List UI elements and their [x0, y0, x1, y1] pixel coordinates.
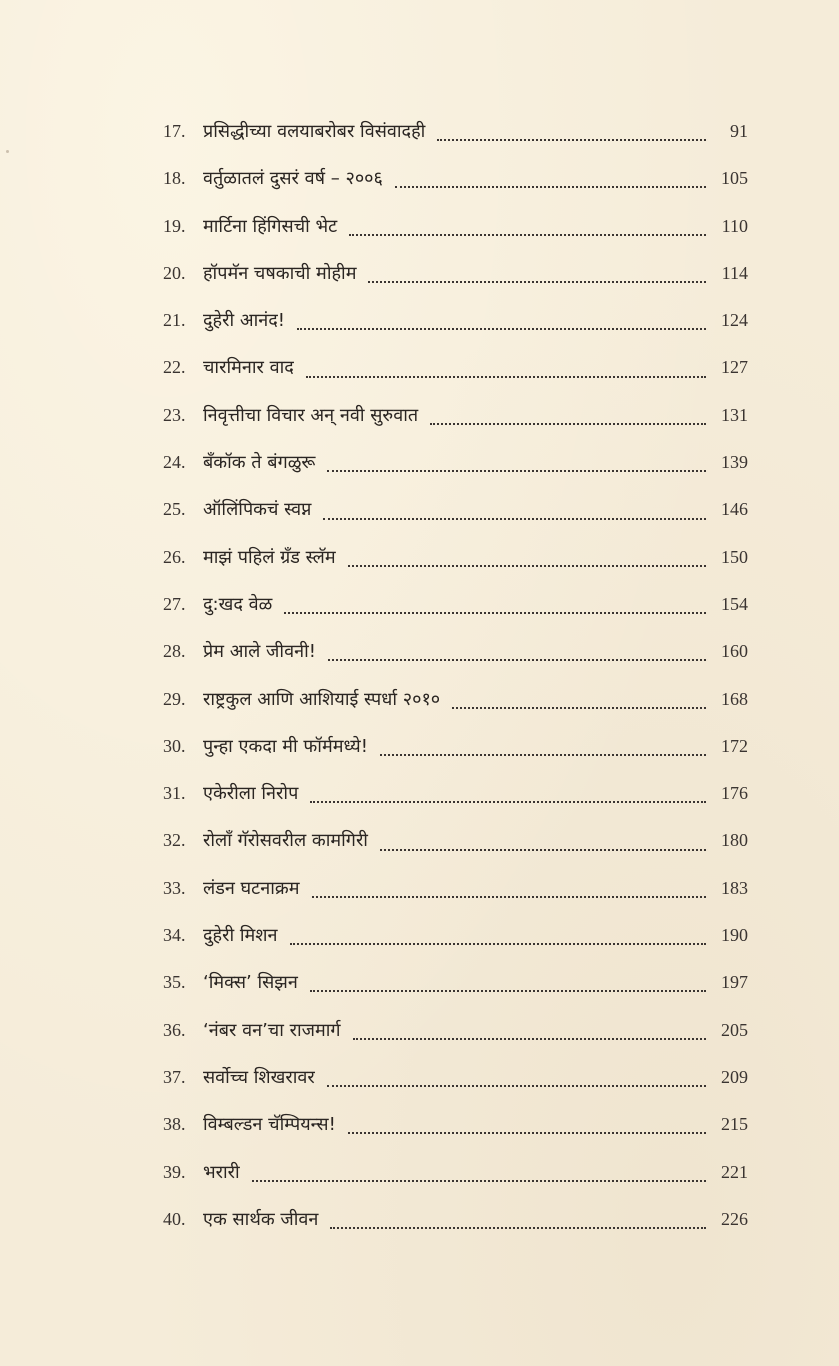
- toc-entry: [163, 297, 748, 344]
- chapter-title: रोलाँ गॅरोसवरील कामगिरी: [203, 830, 368, 852]
- page-number: 226: [721, 1208, 748, 1229]
- chapter-title: लंडन घटनाक्रम: [203, 877, 300, 899]
- chapter-title: हॉपमॅन चषकाची मोहीम: [203, 262, 357, 284]
- toc-entry: [163, 155, 748, 202]
- chapter-title: एकेरीला निरोप: [203, 783, 299, 805]
- toc-entry: [163, 534, 748, 581]
- chapter-number: 27.: [163, 593, 186, 614]
- toc-entry: [163, 108, 748, 155]
- page-number: 150: [721, 546, 748, 567]
- page-number: 168: [721, 688, 748, 709]
- page-number: 160: [721, 641, 748, 662]
- dot-leader: [437, 138, 706, 141]
- chapter-title: राष्ट्रकुल आणि आशियाई स्पर्धा २०१०: [203, 688, 441, 710]
- dot-leader: [306, 375, 706, 378]
- toc-entry: [163, 865, 748, 912]
- page-number: 91: [730, 121, 748, 141]
- chapter-number: 35.: [163, 972, 186, 993]
- chapter-number: 40.: [163, 1208, 186, 1229]
- chapter-number: 20.: [163, 262, 186, 283]
- chapter-title: भरारी: [203, 1161, 240, 1183]
- dot-leader: [452, 706, 706, 709]
- chapter-number: 24.: [163, 452, 186, 473]
- dot-leader: [290, 942, 706, 945]
- page-number: 215: [721, 1114, 748, 1135]
- page-number: 127: [721, 357, 748, 378]
- chapter-title: माझं पहिलं ग्रँड स्लॅम: [203, 546, 336, 568]
- dot-leader: [323, 517, 706, 520]
- chapter-title: वर्तुळातलं दुसरं वर्ष – २००६: [203, 168, 383, 190]
- chapter-number: 39.: [163, 1161, 186, 1182]
- toc-entry: [163, 912, 748, 959]
- chapter-number: 38.: [163, 1114, 186, 1135]
- toc-entry: [163, 628, 748, 675]
- page-number: 209: [721, 1066, 748, 1087]
- toc-entry: [163, 676, 748, 723]
- toc-entry: [163, 392, 748, 439]
- page-number: 146: [721, 499, 748, 520]
- page-number: 154: [721, 593, 748, 614]
- toc-entry: [163, 1149, 748, 1196]
- chapter-title: चारमिनार वाद: [203, 357, 294, 379]
- dot-leader: [368, 280, 706, 283]
- dot-leader: [348, 1131, 706, 1134]
- chapter-title: मार्टिना हिंगिसची भेट: [203, 215, 338, 237]
- chapter-number: 22.: [163, 357, 186, 378]
- chapter-title: प्रेम आले जीवनी!: [203, 641, 316, 663]
- page-number: 183: [721, 877, 748, 898]
- chapter-number: 21.: [163, 310, 186, 331]
- toc-entry: [163, 817, 748, 864]
- chapter-title: प्रसिद्धीच्या वलयाबरोबर विसंवादही: [203, 121, 426, 142]
- page-number: 105: [721, 168, 748, 189]
- dot-leader: [327, 469, 706, 472]
- chapter-number: 19.: [163, 215, 186, 236]
- dot-leader: [380, 753, 706, 756]
- page-number: 176: [721, 783, 748, 804]
- chapter-title: विम्बल्डन चॅम्पियन्स!: [203, 1114, 336, 1136]
- dot-leader: [353, 1037, 706, 1040]
- dot-leader: [328, 658, 706, 661]
- chapter-title: एक सार्थक जीवन: [203, 1208, 319, 1230]
- chapter-number: 25.: [163, 499, 186, 520]
- chapter-number: 30.: [163, 735, 186, 756]
- page-number: 197: [721, 972, 748, 993]
- chapter-number: 23.: [163, 404, 186, 425]
- dot-leader: [327, 1084, 706, 1087]
- chapter-number: 32.: [163, 830, 186, 851]
- chapter-number: 18.: [163, 168, 186, 189]
- chapter-title: सर्वोच्च शिखरावर: [203, 1066, 315, 1088]
- toc-entry: [163, 203, 748, 250]
- dot-leader: [330, 1226, 706, 1229]
- chapter-number: 28.: [163, 641, 186, 662]
- page-number: 139: [721, 452, 748, 473]
- chapter-title: पुन्हा एकदा मी फॉर्ममध्ये!: [203, 735, 368, 757]
- chapter-title: ऑलिंपिकचं स्वप्न: [203, 499, 312, 521]
- chapter-title: निवृत्तीचा विचार अन् नवी सुरुवात: [203, 404, 419, 426]
- chapter-number: 17.: [163, 121, 186, 141]
- table-of-contents: [163, 108, 748, 1243]
- dot-leader: [395, 185, 706, 188]
- toc-entry: [163, 344, 748, 391]
- chapter-title: दुहेरी आनंद!: [203, 310, 286, 332]
- toc-entry: [163, 250, 748, 297]
- toc-entry: [163, 486, 748, 533]
- dot-leader: [348, 564, 706, 567]
- page-number: 180: [721, 830, 748, 851]
- page-number: 221: [721, 1161, 748, 1182]
- page-number: 131: [721, 404, 748, 425]
- toc-entry: [163, 770, 748, 817]
- chapter-number: 33.: [163, 877, 186, 898]
- dot-leader: [284, 611, 706, 614]
- toc-entry: [163, 723, 748, 770]
- chapter-number: 29.: [163, 688, 186, 709]
- page-number: 205: [721, 1019, 748, 1040]
- chapter-number: 26.: [163, 546, 186, 567]
- page-number: 114: [721, 262, 748, 283]
- chapter-number: 31.: [163, 783, 186, 804]
- dot-leader: [310, 800, 706, 803]
- dot-leader: [312, 895, 707, 898]
- chapter-title: ‘मिक्स’ सिझन: [203, 972, 298, 994]
- page-number: 172: [721, 735, 748, 756]
- dot-leader: [252, 1179, 706, 1182]
- chapter-number: 34.: [163, 925, 186, 946]
- chapter-title: दुहेरी मिशन: [203, 925, 278, 947]
- toc-entry: [163, 581, 748, 628]
- toc-entry: [163, 1007, 748, 1054]
- chapter-title: बँकॉक ते बंगळुरू: [203, 452, 316, 474]
- paper-speck: [6, 150, 9, 153]
- dot-leader: [297, 327, 706, 330]
- chapter-number: 37.: [163, 1066, 186, 1087]
- page-number: 124: [721, 310, 748, 331]
- chapter-number: 36.: [163, 1019, 186, 1040]
- dot-leader: [380, 848, 706, 851]
- dot-leader: [310, 989, 706, 992]
- toc-entry: [163, 1101, 748, 1148]
- toc-entry: [163, 1054, 748, 1101]
- toc-entry: [163, 439, 748, 486]
- toc-entry: [163, 959, 748, 1006]
- chapter-title: दु:खद वेळ: [203, 593, 273, 615]
- chapter-title: ‘नंबर वन’चा राजमार्ग: [203, 1019, 341, 1041]
- toc-entry: [163, 1196, 748, 1243]
- page-number: 190: [721, 925, 748, 946]
- dot-leader: [349, 233, 706, 236]
- dot-leader: [430, 422, 706, 425]
- page-number: 110: [721, 215, 748, 236]
